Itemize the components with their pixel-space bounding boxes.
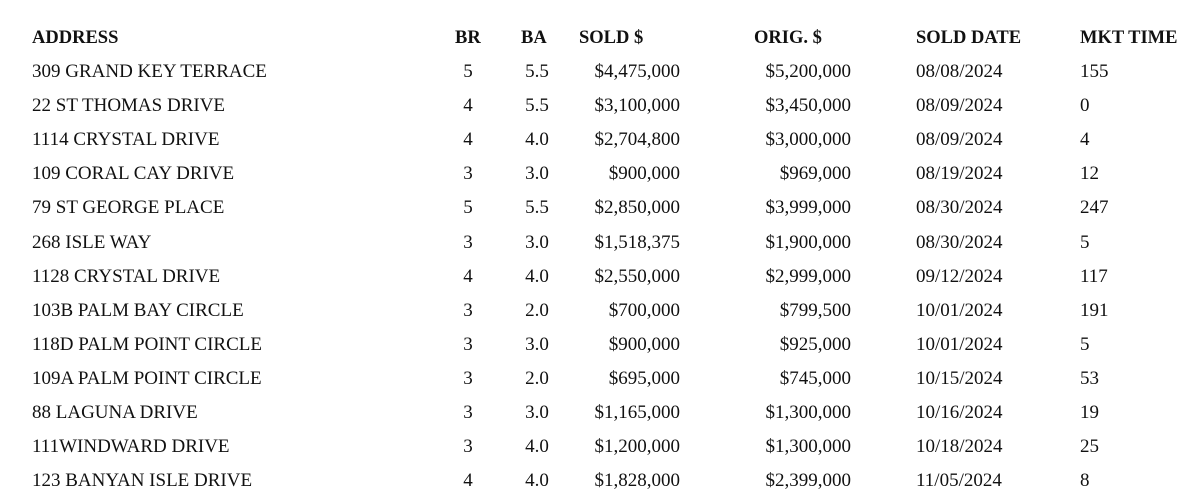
table-row (0, 362, 1200, 396)
cell-sold-price: $1,828,000 (594, 470, 680, 492)
cell-address: 22 ST THOMAS DRIVE (32, 95, 226, 117)
cell-br: 3 (463, 231, 473, 253)
cell-sold-price: $1,518,375 (594, 231, 680, 253)
cell-ba: 4.0 (525, 129, 549, 151)
table-row (0, 430, 1200, 464)
cell-orig-price: $3,450,000 (765, 95, 851, 117)
cell-sold-date: 08/19/2024 (916, 163, 1003, 185)
cell-mkt-time: 4 (1080, 129, 1090, 151)
cell-orig-price: $969,000 (779, 163, 851, 185)
cell-sold-date: 08/30/2024 (916, 231, 1003, 253)
cell-address: 103B PALM BAY CIRCLE (32, 299, 244, 321)
table-header-row (0, 21, 1200, 55)
cell-orig-price: $5,200,000 (765, 61, 851, 82)
cell-address: 309 GRAND KEY TERRACE (32, 61, 267, 82)
cell-mkt-time: 8 (1080, 470, 1090, 492)
cell-sold-price: $2,850,000 (594, 197, 680, 219)
cell-address: 123 BANYAN ISLE DRIVE (32, 470, 253, 492)
cell-address: 109 CORAL CAY DRIVE (32, 163, 235, 185)
cell-ba: 5.5 (525, 95, 549, 117)
cell-sold-price: $2,704,800 (594, 129, 680, 151)
cell-br: 5 (463, 61, 473, 82)
header-sold: SOLD $ (579, 28, 644, 48)
cell-ba: 5.5 (525, 61, 549, 82)
cell-address: 79 ST GEORGE PLACE (32, 197, 225, 219)
cell-address: 111WINDWARD DRIVE (32, 436, 230, 458)
cell-orig-price: $925,000 (779, 333, 851, 355)
cell-mkt-time: 5 (1080, 333, 1090, 355)
cell-br: 4 (463, 470, 473, 492)
cell-sold-date: 08/30/2024 (916, 197, 1003, 219)
table-row (0, 396, 1200, 430)
header-br: BR (455, 28, 481, 48)
cell-sold-date: 10/18/2024 (916, 436, 1003, 458)
cell-sold-date: 10/15/2024 (916, 367, 1003, 389)
cell-orig-price: $1,300,000 (765, 436, 851, 458)
cell-orig-price: $2,399,000 (765, 470, 851, 492)
cell-orig-price: $1,900,000 (765, 231, 851, 253)
cell-address: 109A PALM POINT CIRCLE (32, 367, 262, 389)
cell-br: 4 (463, 129, 473, 151)
table-row (0, 89, 1200, 123)
cell-mkt-time: 19 (1080, 402, 1099, 423)
header-mkt-time: MKT TIME (1080, 28, 1178, 48)
cell-br: 3 (463, 367, 473, 389)
cell-orig-price: $1,300,000 (765, 402, 851, 423)
cell-ba: 5.5 (525, 197, 549, 219)
cell-sold-price: $700,000 (608, 299, 680, 321)
cell-ba: 4.0 (525, 265, 549, 287)
cell-sold-date: 08/08/2024 (916, 61, 1003, 82)
cell-sold-date: 10/01/2024 (916, 299, 1003, 321)
cell-sold-price: $695,000 (608, 367, 680, 389)
cell-sold-price: $900,000 (608, 163, 680, 185)
cell-orig-price: $2,999,000 (765, 265, 851, 287)
cell-br: 3 (463, 299, 473, 321)
cell-sold-price: $1,165,000 (594, 402, 680, 423)
table-row (0, 157, 1200, 191)
cell-ba: 3.0 (525, 402, 549, 423)
cell-mkt-time: 5 (1080, 231, 1090, 253)
table-row (0, 464, 1200, 498)
cell-ba: 4.0 (525, 436, 549, 458)
cell-orig-price: $799,500 (779, 299, 851, 321)
cell-address: 1114 CRYSTAL DRIVE (32, 129, 220, 151)
header-orig: ORIG. $ (754, 28, 822, 48)
header-ba: BA (521, 28, 547, 48)
cell-sold-price: $4,475,000 (594, 61, 680, 82)
cell-ba: 2.0 (525, 367, 549, 389)
cell-sold-date: 10/01/2024 (916, 333, 1003, 355)
table-row (0, 260, 1200, 294)
cell-orig-price: $3,000,000 (765, 129, 851, 151)
cell-ba: 2.0 (525, 299, 549, 321)
cell-sold-price: $3,100,000 (594, 95, 680, 117)
cell-mkt-time: 12 (1080, 163, 1099, 185)
cell-sold-price: $900,000 (608, 333, 680, 355)
cell-mkt-time: 0 (1080, 95, 1090, 117)
cell-mkt-time: 25 (1080, 436, 1099, 458)
table-row (0, 294, 1200, 328)
table-row (0, 226, 1200, 260)
cell-sold-date: 08/09/2024 (916, 95, 1003, 117)
cell-sold-date: 09/12/2024 (916, 265, 1003, 287)
cell-mkt-time: 155 (1080, 61, 1109, 82)
cell-mkt-time: 53 (1080, 367, 1099, 389)
cell-br: 5 (463, 197, 473, 219)
cell-mkt-time: 247 (1080, 197, 1109, 219)
cell-address: 268 ISLE WAY (32, 231, 152, 253)
cell-mkt-time: 117 (1080, 265, 1108, 287)
cell-br: 3 (463, 333, 473, 355)
cell-br: 4 (463, 265, 473, 287)
cell-sold-price: $1,200,000 (594, 436, 680, 458)
header-sold-date: SOLD DATE (916, 28, 1022, 48)
cell-sold-price: $2,550,000 (594, 265, 680, 287)
cell-br: 3 (463, 163, 473, 185)
cell-sold-date: 11/05/2024 (916, 470, 1002, 492)
header-address: ADDRESS (32, 28, 119, 48)
cell-mkt-time: 191 (1080, 299, 1109, 321)
table-row (0, 123, 1200, 157)
cell-ba: 3.0 (525, 231, 549, 253)
cell-address: 88 LAGUNA DRIVE (32, 402, 198, 423)
cell-sold-date: 08/09/2024 (916, 129, 1003, 151)
cell-ba: 3.0 (525, 163, 549, 185)
cell-br: 3 (463, 402, 473, 423)
cell-ba: 4.0 (525, 470, 549, 492)
table-row (0, 328, 1200, 362)
table-row (0, 55, 1200, 89)
cell-br: 4 (463, 95, 473, 117)
cell-orig-price: $3,999,000 (765, 197, 851, 219)
cell-address: 118D PALM POINT CIRCLE (32, 333, 262, 355)
cell-orig-price: $745,000 (779, 367, 851, 389)
cell-br: 3 (463, 436, 473, 458)
cell-address: 1128 CRYSTAL DRIVE (32, 265, 221, 287)
cell-sold-date: 10/16/2024 (916, 402, 1003, 423)
cell-ba: 3.0 (525, 333, 549, 355)
table-row (0, 191, 1200, 225)
